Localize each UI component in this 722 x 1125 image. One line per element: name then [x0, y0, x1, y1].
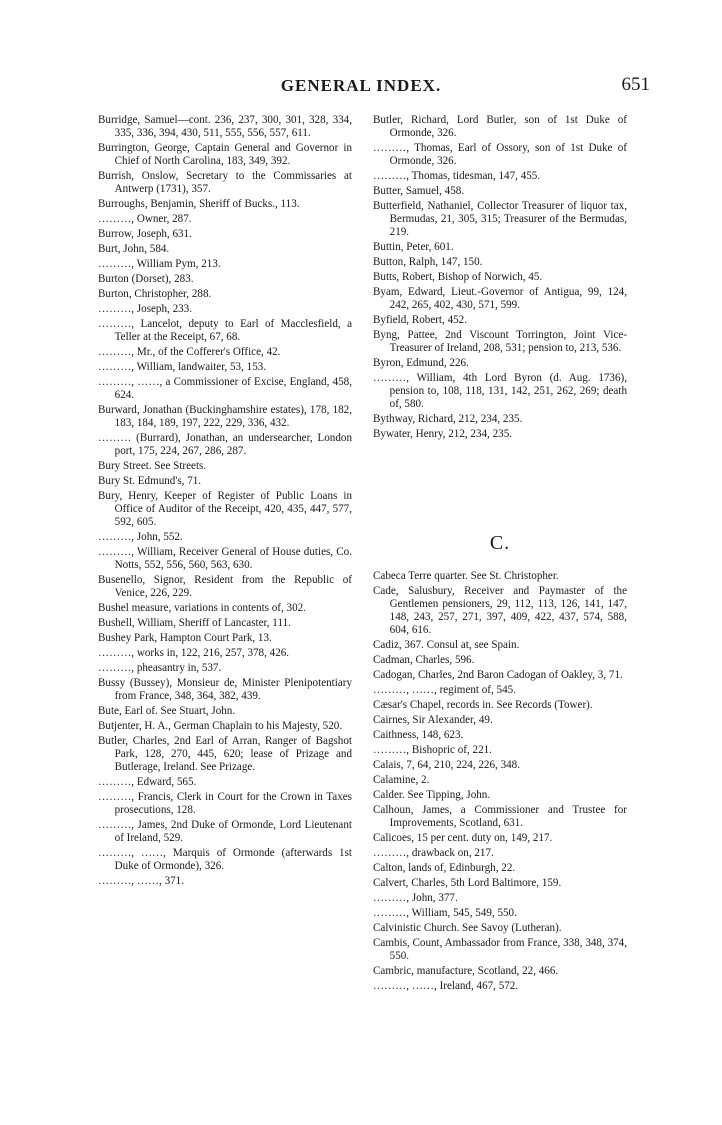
index-entry: ………, ……, Ireland, 467, 572.: [373, 980, 519, 992]
page-title: GENERAL INDEX.: [280, 76, 442, 95]
index-entry: ………, James, 2nd Duke of Ormonde, Lord Lieutenant of Ireland, 529.: [98, 819, 352, 844]
index-entry: Busenello, Signor, Resident from the Republic of Venice, 226, 229.: [98, 574, 352, 599]
index-entry: Butter, Samuel, 458.: [373, 185, 465, 197]
index-entry: ………, Lancelot, deputy to Earl of Macclesfield, a Teller at the Receipt, 67, 68.: [98, 318, 352, 343]
index-entry: ……… (Burrard), Jonathan, an undersearcher, London port, 175, 224, 267, 286, 287.: [98, 432, 352, 457]
index-entry: Burridge, Samuel—cont. 236, 237, 300, 301, 328, 334, 335, 336, 394, 430, 511, 555, 556, 557, 611.: [98, 114, 352, 139]
index-entry: Bywater, Henry, 212, 234, 235.: [373, 428, 513, 440]
index-entry: Cambis, Count, Ambassador from France, 338, 348, 374, 550.: [373, 937, 627, 962]
index-entry: ………, Joseph, 233.: [98, 303, 192, 315]
index-entry: Cambric, manufacture, Scotland, 22, 466.: [373, 965, 559, 977]
index-entry: Cadman, Charles, 596.: [373, 654, 475, 666]
index-entry: Burton, Christopher, 288.: [98, 288, 212, 300]
index-entry: ………, William, 4th Lord Byron (d. Aug. 1736), pension to, 108, 118, 131, 142, 251, 262, 269; death of, 580.: [373, 372, 627, 410]
index-entry: Burrow, Joseph, 631.: [98, 228, 192, 240]
index-entry: Bussy (Bussey), Monsieur de, Minister Plenipotentiary from France, 348, 364, 382, 439.: [98, 677, 352, 702]
index-entry: Burton (Dorset), 283.: [98, 273, 194, 285]
index-entry: ………, John, 377.: [373, 892, 458, 904]
index-entry: Calais, 7, 64, 210, 224, 226, 348.: [373, 759, 520, 771]
index-entry: Calicoes, 15 per cent. duty on, 149, 217.: [373, 832, 553, 844]
index-entry: Cæsar's Chapel, records in. See Records (Tower).: [373, 699, 593, 711]
index-entry: Calder. See Tipping, John.: [373, 789, 491, 801]
index-entry: ………, works in, 122, 216, 257, 378, 426.: [98, 647, 290, 659]
index-entry: ………, Francis, Clerk in Court for the Crown in Taxes prosecutions, 128.: [98, 791, 352, 816]
index-entry: ………, William, 545, 549, 550.: [373, 907, 517, 919]
index-entry: ………, William, Receiver General of House duties, Co. Notts, 552, 556, 560, 563, 630.: [98, 546, 352, 571]
section-gap: [373, 443, 627, 529]
index-entry: Burroughs, Benjamin, Sheriff of Bucks., 113.: [98, 198, 300, 210]
index-entry: Butts, Robert, Bishop of Norwich, 45.: [373, 271, 543, 283]
index-entry: Butjenter, H. A., German Chaplain to his Majesty, 520.: [98, 720, 343, 732]
index-entry: ………, ……, Marquis of Ormonde (afterwards 1st Duke of Ormonde), 326.: [98, 847, 352, 872]
index-entry: ………, William Pym, 213.: [98, 258, 221, 270]
index-entry: Burrington, George, Captain General and Governor in Chief of North Carolina, 183, 349, 392.: [98, 142, 352, 167]
right-column: [373, 114, 627, 995]
index-entry: ………, Edward, 565.: [98, 776, 197, 788]
index-entry: Butler, Richard, Lord Butler, son of 1st Duke of Ormonde, 326.: [373, 114, 627, 139]
index-entry: Burt, John, 584.: [98, 243, 170, 255]
index-entry: ………, Owner, 287.: [98, 213, 192, 225]
index-entry: ………, Thomas, tidesman, 147, 455.: [373, 170, 541, 182]
index-entry: ………, ……, a Commissioner of Excise, England, 458, 624.: [98, 376, 352, 401]
index-entry: Bute, Earl of. See Stuart, John.: [98, 705, 236, 717]
index-entry: Bushell, William, Sheriff of Lancaster, 111.: [98, 617, 291, 629]
index-entry: Cadiz, 367. Consul at, see Spain.: [373, 639, 520, 651]
index-entry: Cadogan, Charles, 2nd Baron Cadogan of Oakley, 3, 71.: [373, 669, 623, 681]
index-entry: ………, Thomas, Earl of Ossory, son of 1st Duke of Ormonde, 326.: [373, 142, 627, 167]
index-entry: Bythway, Richard, 212, 234, 235.: [373, 413, 523, 425]
index-entry: Byfield, Robert, 452.: [373, 314, 467, 326]
index-entry: Bushel measure, variations in contents of, 302.: [98, 602, 306, 614]
index-entry: Calvinistic Church. See Savoy (Lutheran).: [373, 922, 562, 934]
index-entry: ………, Bishopric of, 221.: [373, 744, 492, 756]
index-entry: Calamine, 2.: [373, 774, 430, 786]
index-entry: Burward, Jonathan (Buckinghamshire estates), 178, 182, 183, 184, 189, 197, 222, 229, 336, 432.: [98, 404, 352, 429]
index-entry: Calton, lands of, Edinburgh, 22.: [373, 862, 516, 874]
left-column: [98, 114, 352, 890]
index-entry: Butterfield, Nathaniel, Collector Treasurer of liquor tax, Bermudas, 21, 305, 315; Treasurer of the Bermudas, 219.: [373, 200, 627, 238]
index-entry: Burrish, Onslow, Secretary to the Commissaries at Antwerp (1731), 357.: [98, 170, 352, 195]
index-entry: ………, pheasantry in, 537.: [98, 662, 222, 674]
index-entry: ………, Mr., of the Cofferer's Office, 42.: [98, 346, 281, 358]
index-entry: Byng, Pattee, 2nd Viscount Torrington, Joint Vice-Treasurer of Ireland, 208, 531; pension to, 213, 536.: [373, 329, 627, 354]
right-column-entries-b: [373, 114, 627, 441]
index-entry: Cade, Salusbury, Receiver and Paymaster of the Gentlemen pensioners, 29, 112, 113, 126, 141, 147, 148, 243, 257, 271, 397, 409, 422, 437, 574, 588, 604, 616.: [373, 585, 627, 636]
index-entry: Cabeca Terre quarter. See St. Christopher.: [373, 570, 559, 582]
index-entry: ………, ……, 371.: [98, 875, 184, 887]
index-entry: Caithness, 148, 623.: [373, 729, 464, 741]
index-entry: Bury Street. See Streets.: [98, 460, 207, 472]
index-entry: Bury, Henry, Keeper of Register of Public Loans in Office of Auditor of the Receipt, 420, 435, 447, 577, 592, 605.: [98, 490, 352, 528]
index-entry: Button, Ralph, 147, 150.: [373, 256, 483, 268]
index-entry: ………, ……, regiment of, 545.: [373, 684, 516, 696]
index-entry: ………, drawback on, 217.: [373, 847, 494, 859]
right-column-entries-c: [373, 570, 627, 993]
index-entry: Bury St. Edmund's, 71.: [98, 475, 202, 487]
page-number: 651: [621, 74, 650, 95]
index-entry: Calvert, Charles, 5th Lord Baltimore, 159.: [373, 877, 562, 889]
index-entry: ………, John, 552.: [98, 531, 183, 543]
index-entry: Bushey Park, Hampton Court Park, 13.: [98, 632, 272, 644]
index-entry: Cairnes, Sir Alexander, 49.: [373, 714, 493, 726]
index-entry: Buttin, Peter, 601.: [373, 241, 454, 253]
index-entry: ………, William, landwaiter, 53, 153.: [98, 361, 267, 373]
section-letter: C.: [489, 532, 511, 554]
index-entry: Calhoun, James, a Commissioner and Trustee for Improvements, Scotland, 631.: [373, 804, 627, 829]
index-entry: Butler, Charles, 2nd Earl of Arran, Ranger of Bagshot Park, 128, 270, 445, 620; lease of Prizage and Butlerage, Ireland. See Prizage.: [98, 735, 352, 773]
index-entry: Byron, Edmund, 226.: [373, 357, 469, 369]
index-entry: Byam, Edward, Lieut.-Governor of Antigua, 99, 124, 242, 265, 402, 430, 571, 599.: [373, 286, 627, 311]
